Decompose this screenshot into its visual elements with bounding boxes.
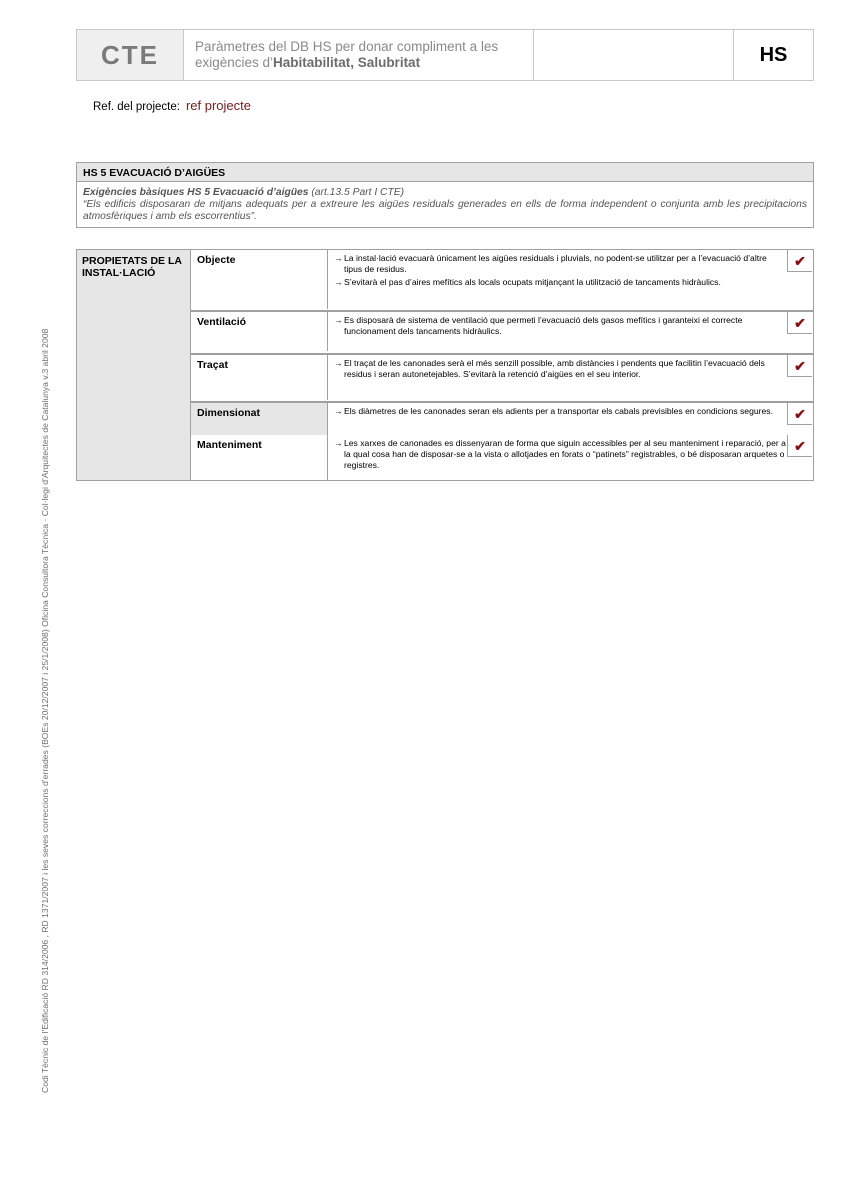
- checkmark-icon[interactable]: ✔: [787, 355, 812, 377]
- property-name: Dimensionat: [191, 403, 328, 435]
- property-name: Manteniment: [191, 435, 328, 480]
- header-code: HS: [759, 43, 788, 66]
- properties-table: [76, 249, 814, 481]
- checkmark-icon[interactable]: ✔: [787, 403, 812, 425]
- section-title: HS 5 EVACUACIÓ D’AIGÜES: [76, 162, 814, 182]
- property-item-text: Es disposarà de sistema de ventilació que permeti l’evacuació dels gasos mefítics i garanteixi el correcte funcionament dels tancaments hidràulics.: [344, 315, 743, 336]
- checkmark-icon[interactable]: ✔: [787, 435, 812, 457]
- property-name: Traçat: [191, 355, 328, 400]
- page-header: [76, 29, 814, 81]
- project-reference: [93, 98, 251, 113]
- property-item-text: S’evitarà el pas d’aires mefítics als locals ocupats mitjançant la utilització de tancaments hidràulics.: [344, 277, 721, 287]
- property-name: Objecte: [191, 250, 328, 309]
- property-item-text: La instal·lació evacuarà únicament les aigües residuals i pluvials, no podent-se utilitzar per a l’evacuació d’altre tipus de residus.: [344, 253, 767, 274]
- checkmark-icon[interactable]: ✔: [787, 250, 812, 272]
- cte-logo: CTE: [77, 30, 184, 80]
- property-item-text: Les xarxes de canonades es dissenyaran de forma que siguin accessibles per al seu manteniment i reparació, per a la qual cosa han de disposar-se a la vista o allotjades en forats o “patinets” registrables, o bé disposaran arquetes o registres.: [344, 438, 786, 470]
- requirements-heading: [83, 187, 807, 199]
- checkmark-icon[interactable]: ✔: [787, 312, 812, 334]
- header-title-line2: [195, 55, 533, 71]
- property-row: [191, 435, 813, 480]
- property-item-text: Els diàmetres de les canonades seran els adients per a transportar els cabals previsibles en condicions segures.: [344, 406, 773, 416]
- property-row: [191, 250, 813, 309]
- arrow-icon: →: [334, 315, 343, 325]
- project-reference-value[interactable]: ref projecte: [185, 98, 251, 113]
- property-items: [334, 253, 786, 290]
- arrow-icon: →: [334, 406, 343, 416]
- arrow-icon: →: [334, 438, 343, 448]
- side-footer-text: Codi Tècnic de l’Edificació RD 314/2006 , RD 1371/2007 i les seves correccions d’errades (BOEs 20/12/2007 i 25/1/2008) Oficina Consultora Tècnica · Col·legi d’Arquitectes de Catalunya v.3 abril 2008: [40, 328, 50, 1093]
- requirements-quote: “Els edificis disposaran de mitjans adequats per a extreure les aigües residuals generades en ells de forma independent o conjunta amb les precipitacions atmosfèriques i amb els escorrentius”.: [83, 199, 807, 222]
- property-item-text: El traçat de les canonades serà el més senzill possible, amb distàncies i pendents que facilitin l’evacuació dels residus i seran autonetejables. S’evitarà la retenció d’aigües en el seu interior.: [344, 358, 765, 379]
- project-reference-label: Ref. del projecte:: [93, 101, 180, 113]
- arrow-icon: →: [334, 277, 343, 287]
- requirements-ref: (art.13.5 Part I CTE): [311, 187, 405, 198]
- header-title: [184, 30, 534, 80]
- property-items: [334, 406, 786, 419]
- header-title-line2-bold: Habitabilitat, Salubritat: [273, 55, 421, 70]
- arrow-icon: →: [334, 358, 343, 368]
- properties-heading: PROPIETATS DE LA INSTAL·LACIÓ: [77, 250, 191, 480]
- property-items: [334, 315, 786, 339]
- property-item: [334, 277, 786, 288]
- property-row: [191, 355, 813, 400]
- property-item: [334, 253, 786, 275]
- header-title-line1: Paràmetres del DB HS per donar compliment a les: [195, 39, 499, 54]
- property-item: [334, 315, 786, 337]
- property-item: [334, 406, 786, 417]
- property-items: [334, 358, 786, 382]
- property-item: [334, 438, 786, 471]
- property-row: [191, 312, 813, 351]
- property-items: [334, 438, 786, 473]
- property-name: Ventilació: [191, 312, 328, 351]
- section-hs5: [76, 162, 814, 228]
- arrow-icon: →: [334, 253, 343, 263]
- basic-requirements: [76, 182, 814, 228]
- property-row: [191, 403, 813, 435]
- property-item: [334, 358, 786, 380]
- header-title-line2-prefix: exigències d’: [195, 55, 274, 70]
- requirements-label: Exigències bàsiques HS 5 Evacuació d’aigües: [83, 187, 309, 198]
- header-empty-cell: [534, 30, 734, 80]
